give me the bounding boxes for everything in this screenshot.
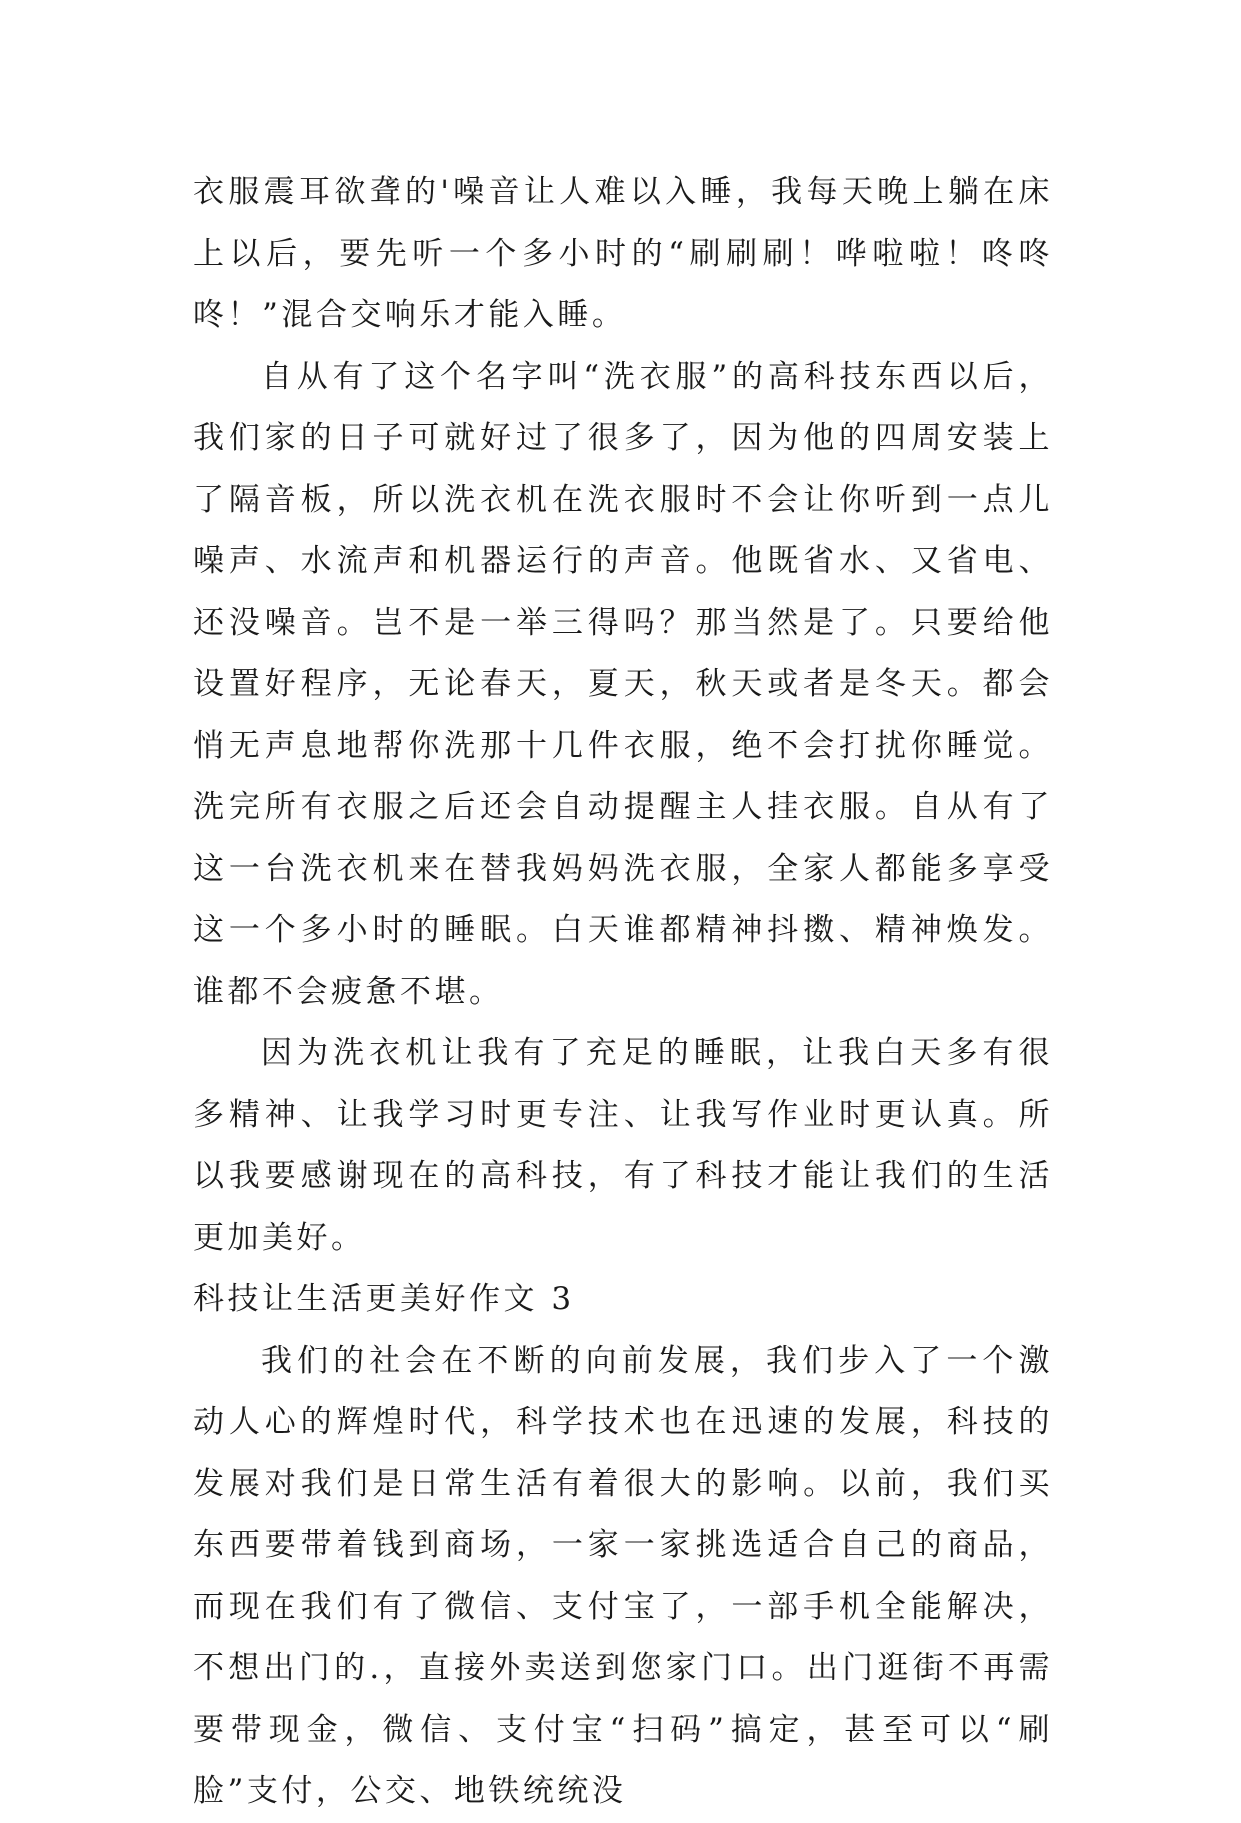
paragraph-washing-machine: 自从有了这个名字叫“洗衣服”的高科技东西以后，我们家的日子可就好过了很多了，因为他的四周安装上了隔音板，所以洗衣机在洗衣服时不会让你听到一点儿噪声、水流声和机器运行的声音。他既省水、又省电、还没噪音。岂不是一举三得吗？那当然是了。只要给他设置好程序，无论春天，夏天，秋天或者是冬天。都会悄无声息地帮你洗那十几件衣服，绝不会打扰你睡觉。洗完所有衣服之后还会自动提醒主人挂衣服。自从有了这一台洗衣机来在替我妈妈洗衣服，全家人都能多享受这一个多小时的睡眠。白天谁都精神抖擞、精神焕发。谁都不会疲惫不堪。 xyxy=(193,358,1053,1010)
paragraph-continuation: 衣服震耳欲聋的'噪音让人难以入睡，我每天晚上躺在床上以后，要先听一个多小时的“刷刷刷！哗啦啦！咚咚咚！”混合交响乐才能入睡。 xyxy=(193,174,1053,333)
paragraph-conclusion: 因为洗衣机让我有了充足的睡眠，让我白天多有很多精神、让我学习时更专注、让我写作业时更认真。所以我要感谢现在的高科技，有了科技才能让我们的生活更加美好。 xyxy=(193,1035,1053,1256)
paragraph-section-3-intro: 我们的社会在不断的向前发展，我们步入了一个激动人心的辉煌时代，科学技术也在迅速的发展，科技的发展对我们是日常生活有着很大的影响。以前，我们买东西要带着钱到商场，一家一家挑选适合自己的商品，而现在我们有了微信、支付宝了，一部手机全能解决，不想出门的.，直接外卖送到您家门口。出门逛街不再需要带现金，微信、支付宝“扫码”搞定，甚至可以“刷脸”支付，公交、地铁统统没 xyxy=(193,1342,1053,1809)
document-body xyxy=(193,162,1053,1823)
section-heading: 科技让生活更美好作文 3 xyxy=(193,1281,575,1317)
